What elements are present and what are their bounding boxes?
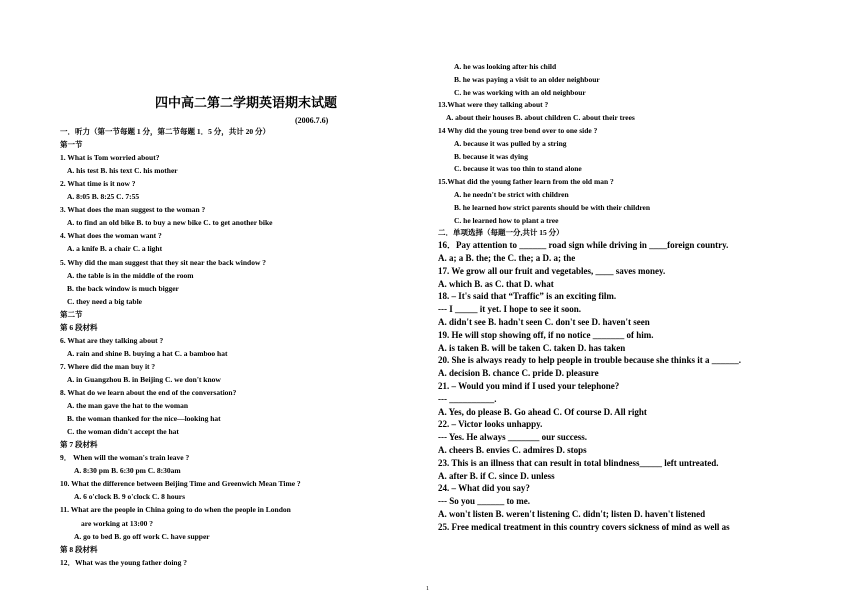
left-line: are working at 13:00 ?	[81, 518, 153, 528]
left-line: A. a knife B. a chair C. a light	[67, 244, 163, 254]
left-line: A. 8:30 pm B. 6:30 pm C. 8:30am	[74, 466, 181, 476]
left-line: 9． When will the woman's train leave ?	[60, 453, 190, 463]
right-line: 20. She is always ready to help people in trouble because she thinks it a ______.	[438, 355, 741, 366]
right-line: --- So you ______ to me.	[438, 496, 530, 507]
left-line: 第 7 段材料	[60, 440, 98, 450]
left-line: 一．听力（第一节每题 1 分，第二节每题 1．5 分，共计 20 分）	[60, 127, 270, 136]
left-line: A. in Guangzhou B. in Beijing C. we don't know	[67, 374, 221, 384]
right-line: A. a; a B. the; the C. the; a D. a; the	[438, 253, 576, 263]
right-line: A. about their houses B. about children C. about their trees	[446, 113, 635, 123]
right-line: C. he learned how to plant a tree	[454, 215, 559, 225]
left-line: B. the woman thanked for the nice—looking hat	[67, 414, 221, 424]
left-line: A. 6 o'clock B. 9 o'clock C. 8 hours	[74, 492, 186, 502]
left-line: 5. Why did the man suggest that they sit near the back window ?	[60, 257, 266, 267]
right-line: --- I _____ it yet. I hope to see it soon.	[438, 304, 581, 315]
left-line: A. 8:05 B. 8:25 C. 7:55	[67, 192, 140, 202]
right-line: A. he needn't be strict with children	[454, 190, 569, 199]
right-line: A. Yes, do please B. Go ahead C. Of course D. All right	[438, 406, 647, 417]
left-line: 8. What do we learn about the end of the conversation?	[60, 388, 237, 397]
left-line: 11. What are the people in China going to do when the people in London	[60, 505, 291, 515]
left-line: 1. What is Tom worried about?	[60, 153, 160, 163]
right-line: 15.What did the young father learn from the old man ?	[438, 177, 614, 187]
left-line: B. the back window is much bigger	[67, 283, 179, 293]
left-line: C. the woman didn't accept the hat	[67, 427, 179, 437]
right-line: A. cheers B. envies C. admires D. stops	[438, 445, 587, 455]
left-line: 第 8 段材料	[60, 544, 98, 554]
right-line: A. won't listen B. weren't listening C. didn't; listen D. haven't listened	[438, 509, 706, 519]
left-line: A. his test B. his text C. his mother	[67, 166, 178, 176]
left-line: 2. What time is it now ?	[60, 179, 136, 189]
left-line: A. the man gave the hat to the woman	[67, 401, 189, 411]
left-line: 6. What are they talking about ?	[60, 335, 164, 345]
right-line: 16．Pay attention to ______ road sign while driving in ____foreign country.	[438, 240, 729, 251]
right-line: 24. – What did you say?	[438, 483, 530, 494]
left-line: 4. What does the woman want ?	[60, 231, 162, 241]
left-line: A. go to bed B. go off work C. have supper	[74, 531, 210, 541]
exam-date: (2006.7.6)	[295, 116, 329, 125]
right-line: A. didn't see B. hadn't seen C. don't see D. haven't seen	[438, 317, 650, 327]
right-line: 25. Free medical treatment in this country covers sickness of mind as well as	[438, 521, 730, 532]
left-line: A. rain and shine B. buying a hat C. a bamboo hat	[67, 348, 228, 358]
right-line: A. because it was pulled by a string	[454, 138, 567, 148]
left-line: 3. What does the man suggest to the woman ?	[60, 205, 206, 215]
right-line: --- Yes. He always _______ our success.	[438, 432, 587, 443]
right-line: 21. – Would you mind if I used your telephone?	[438, 381, 620, 391]
right-line: 17. We grow all our fruit and vegetables, ____ saves money.	[438, 265, 666, 276]
right-line: A. is taken B. will be taken C. taken D. has taken	[438, 342, 626, 353]
right-line: 19. He will stop showing off, if no notice _______ of him.	[438, 329, 654, 340]
left-line: A. to find an old bike B. to buy a new bike C. to get another bike	[67, 218, 273, 228]
left-line: 第 6 段材料	[60, 322, 98, 332]
right-line: 23. This is an illness that can result in total blindness_____ left untreated.	[438, 457, 719, 468]
left-line: 7. Where did the man buy it ?	[60, 361, 156, 371]
left-line: 12．What was the young father doing ?	[60, 557, 187, 567]
right-line: A. decision B. chance C. pride D. pleasure	[438, 368, 599, 379]
left-line: 第二节	[60, 309, 83, 319]
right-line: 13.What were they talking about ?	[438, 100, 549, 110]
right-line: B. because it was dying	[454, 151, 528, 161]
right-line: C. because it was too thin to stand alone	[454, 164, 582, 174]
left-line: 第一节	[60, 140, 83, 150]
right-line: A. which B. as C. that D. what	[438, 278, 554, 289]
right-line: 二．单项选择（每题一分,共计 15 分）	[438, 228, 564, 238]
right-line: 14 Why did the young tree bend over to one side ?	[438, 126, 598, 135]
right-line: B. he was paying a visit to an older neighbour	[454, 74, 600, 84]
left-line: A. the table is in the middle of the room	[67, 270, 194, 280]
left-line: C. they need a big table	[67, 296, 142, 306]
right-line: --- __________.	[438, 393, 497, 404]
right-line: 18. – It's said that “Traffic” is an exciting film.	[438, 291, 617, 302]
right-line: B. he learned how strict parents should be with their children	[454, 202, 651, 212]
exam-title: 四中高二第二学期英语期末试题	[155, 96, 338, 111]
right-line: C. he was working with an old neighbour	[454, 87, 586, 97]
page-number: 1	[426, 586, 429, 592]
right-line: A. after B. if C. since D. unless	[438, 470, 555, 481]
right-line: 22. – Victor looks unhappy.	[438, 419, 543, 430]
left-line: 10. What the difference between Beijing Time and Greenwich Mean Time ?	[60, 479, 301, 489]
right-line: A. he was looking after his child	[454, 62, 557, 71]
